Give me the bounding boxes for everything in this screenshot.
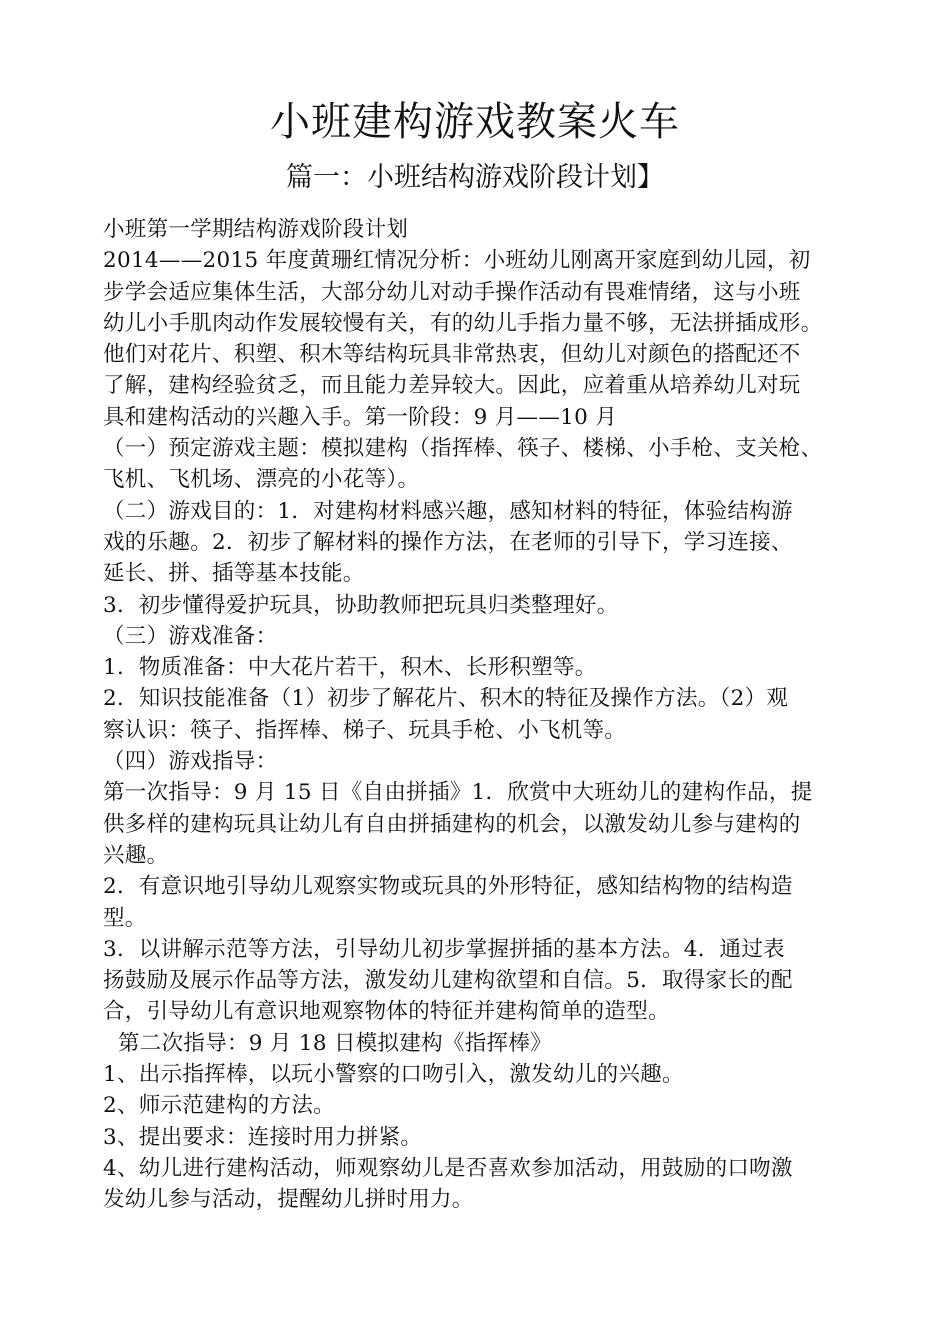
body-line: 3．初步懂得爱护玩具，协助教师把玩具归类整理好。 — [103, 592, 619, 618]
body-line: 3．以讲解示范等方法，引导幼儿初步掌握拼插的基本方法。4．通过表 — [103, 936, 785, 962]
document-title: 小班建构游戏教案火车 — [270, 99, 680, 145]
body-line: 2、师示范建构的方法。 — [103, 1093, 335, 1119]
body-line: 小班第一学期结构游戏阶段计划 — [103, 217, 409, 242]
document-body — [103, 214, 873, 1216]
body-line: 1．物质准备：中大花片若干，积木、长形积塑等。 — [103, 655, 597, 681]
body-line: 扬鼓励及展示作品等方法，激发幼儿建构欲望和自信。5．取得家长的配 — [103, 968, 793, 994]
body-line: 型。 — [103, 905, 147, 931]
body-line: 具和建构活动的兴趣入手。第一阶段：9 月——10 月 — [103, 404, 618, 430]
document-subtitle: 篇一：小班结构游戏阶段计划】 — [286, 162, 664, 193]
body-line: 察认识：筷子、指挥棒、梯子、玩具手枪、小飞机等。 — [103, 717, 627, 743]
body-line: 2．有意识地引导幼儿观察实物或玩具的外形特征，感知结构物的结构造 — [103, 874, 793, 900]
body-line: 4、幼儿进行建构活动，师观察幼儿是否喜欢参加活动，用鼓励的口吻激 — [103, 1155, 793, 1181]
body-line: 3、提出要求：连接时用力拼紧。 — [103, 1124, 423, 1150]
body-line: 第二次指导：9 月 18 日模拟建构《指挥棒》 — [118, 1030, 552, 1056]
body-line: 兴趣。 — [103, 842, 169, 868]
body-line: 他们对花片、积塑、积木等结构玩具非常热衷，但幼儿对颜色的搭配还不 — [103, 342, 801, 368]
body-line: （三）游戏准备： — [103, 623, 278, 649]
body-line: 步学会适应集体生活，大部分幼儿对动手操作活动有畏难情绪，这与小班 — [103, 279, 801, 305]
body-line: （一）预定游戏主题：模拟建构（指挥棒、筷子、楼梯、小手枪、支关枪、 — [103, 436, 823, 462]
body-line: 延长、拼、插等基本技能。 — [103, 561, 365, 587]
body-line: 了解，建构经验贫乏，而且能力差异较大。因此，应着重从培养幼儿对玩 — [103, 373, 801, 399]
body-line: 2．知识技能准备（1）初步了解花片、积木的特征及操作方法。（2）观 — [103, 686, 789, 712]
body-line: 合，引导幼儿有意识地观察物体的特征并建构简单的造型。 — [103, 999, 670, 1025]
body-line: （四）游戏指导： — [103, 749, 278, 775]
body-line: 2014——2015 年度黄珊红情况分析：小班幼儿刚离开家庭到幼儿园，初 — [103, 248, 811, 274]
body-line: （二）游戏目的：1．对建构材料感兴趣，感知材料的特征，体验结构游 — [103, 498, 793, 524]
body-line: 飞机、飞机场、漂亮的小花等）。 — [103, 467, 420, 493]
body-line: 戏的乐趣。2．初步了解材料的操作方法，在老师的引导下，学习连接、 — [103, 529, 793, 555]
body-line: 发幼儿参与活动，提醒幼儿拼时用力。 — [103, 1187, 474, 1213]
body-line: 供多样的建构玩具让幼儿有自由拼插建构的机会，以激发幼儿参与建构的 — [103, 811, 801, 837]
body-line: 1、出示指挥棒，以玩小警察的口吻引入，激发幼儿的兴趣。 — [103, 1062, 684, 1088]
body-line: 幼儿小手肌肉动作发展较慢有关，有的幼儿手指力量不够，无法拼插成形。 — [103, 310, 823, 336]
body-line: 第一次指导：9 月 15 日《自由拼插》1．欣赏中大班幼儿的建构作品，提 — [103, 780, 813, 806]
